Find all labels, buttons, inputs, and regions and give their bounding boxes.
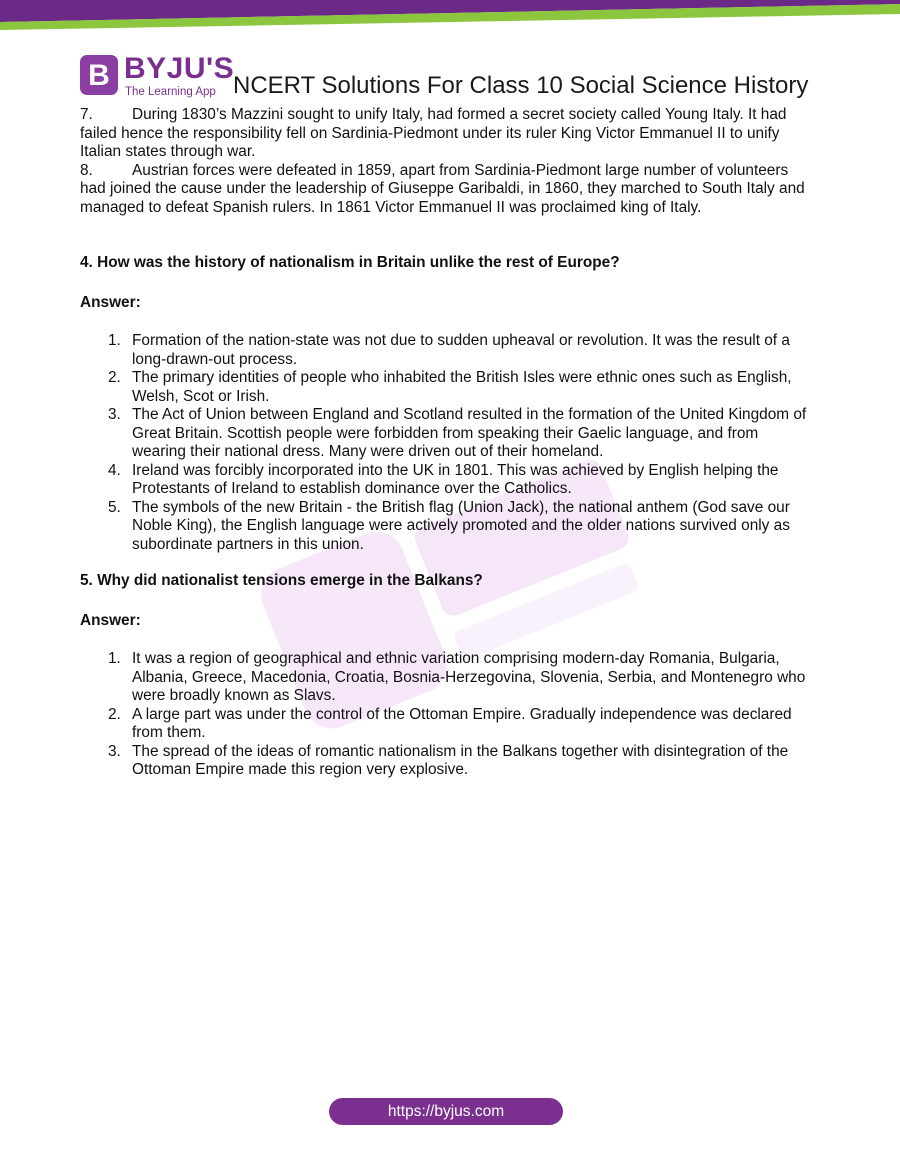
footer-url-link[interactable]: https://byjus.com bbox=[329, 1098, 563, 1125]
list-item: 4. Ireland was forcibly incorporated into the UK in 1801. This was achieved by English helping the Protestants of Ireland to establish dominance over the Catholics. bbox=[108, 461, 779, 497]
intro-item bbox=[80, 106, 815, 162]
intro-item-number: 8. bbox=[80, 161, 93, 179]
document-body bbox=[80, 106, 815, 780]
intro-item-text: During 1830’s Mazzini sought to unify Italy, had formed a secret society called Young Italy. It had failed hence the responsibility fell on Sardinia-Piedmont under its ruler King Victor Emmanuel II to unify Italian states through war. bbox=[80, 106, 787, 160]
list-item: 3. The spread of the ideas of romantic nationalism in the Balkans together with disintegration of the Ottoman Empire made this region very explosive. bbox=[108, 742, 789, 778]
list-item: 2. The primary identities of people who inhabited the British Isles were ethnic ones such as English, Welsh, Scot or Irish. bbox=[108, 369, 792, 405]
intro-item-text: Austrian forces were defeated in 1859, apart from Sardinia-Piedmont large number of volunteers had joined the cause under the leadership of Giuseppe Garibaldi, in 1860, they marched to South Italy and managed to defeat Spanish rulers. In 1861 Victor Emmanuel II was proclaimed king of Italy. bbox=[80, 161, 805, 216]
intro-item bbox=[80, 162, 815, 218]
top-decorative-band bbox=[0, 0, 900, 34]
byjus-logo-icon: B bbox=[80, 55, 118, 95]
answer-label-4: Answer: bbox=[80, 293, 141, 311]
list-item: 5. The symbols of the new Britain - the British flag (Union Jack), the national anthem (God save our Noble King), the English language were actively promoted and the older nations survived only as subordinate partners in this union. bbox=[108, 498, 790, 553]
answer-list-4 bbox=[80, 332, 815, 554]
question-4: 4. How was the history of nationalism in Britain unlike the rest of Europe? bbox=[80, 254, 620, 271]
intro-item-number: 7. bbox=[80, 106, 93, 123]
list-item: 2. A large part was under the control of the Ottoman Empire. Gradually independence was declared from them. bbox=[108, 705, 792, 741]
answer-label-5: Answer: bbox=[80, 611, 141, 629]
question-5: 5. Why did nationalist tensions emerge in the Balkans? bbox=[80, 572, 483, 589]
page-title: NCERT Solutions For Class 10 Social Science History bbox=[233, 72, 809, 99]
logo-wordmark: BYJU'S bbox=[124, 52, 235, 85]
list-item: 3. The Act of Union between England and Scotland resulted in the formation of the United Kingdom of Great Britain. Scottish people were forbidden from speaking their Gaelic language, and from wearing their national dress. Many were driven out of their homeland. bbox=[108, 406, 807, 460]
answer-list-5 bbox=[80, 650, 815, 780]
logo-tagline: The Learning App bbox=[125, 86, 216, 98]
list-item: 1. Formation of the nation-state was not due to sudden upheaval or revolution. It was the result of a long-drawn-out process. bbox=[108, 332, 790, 368]
page-header bbox=[80, 50, 840, 104]
list-item: 1. It was a region of geographical and ethnic variation comprising modern-day Romania, Bulgaria, Albania, Greece, Macedonia, Croatia, Bosnia-Herzegovina, Slovenia, Serbia, and Montenegro who were broadly known as Slavs. bbox=[108, 650, 806, 704]
